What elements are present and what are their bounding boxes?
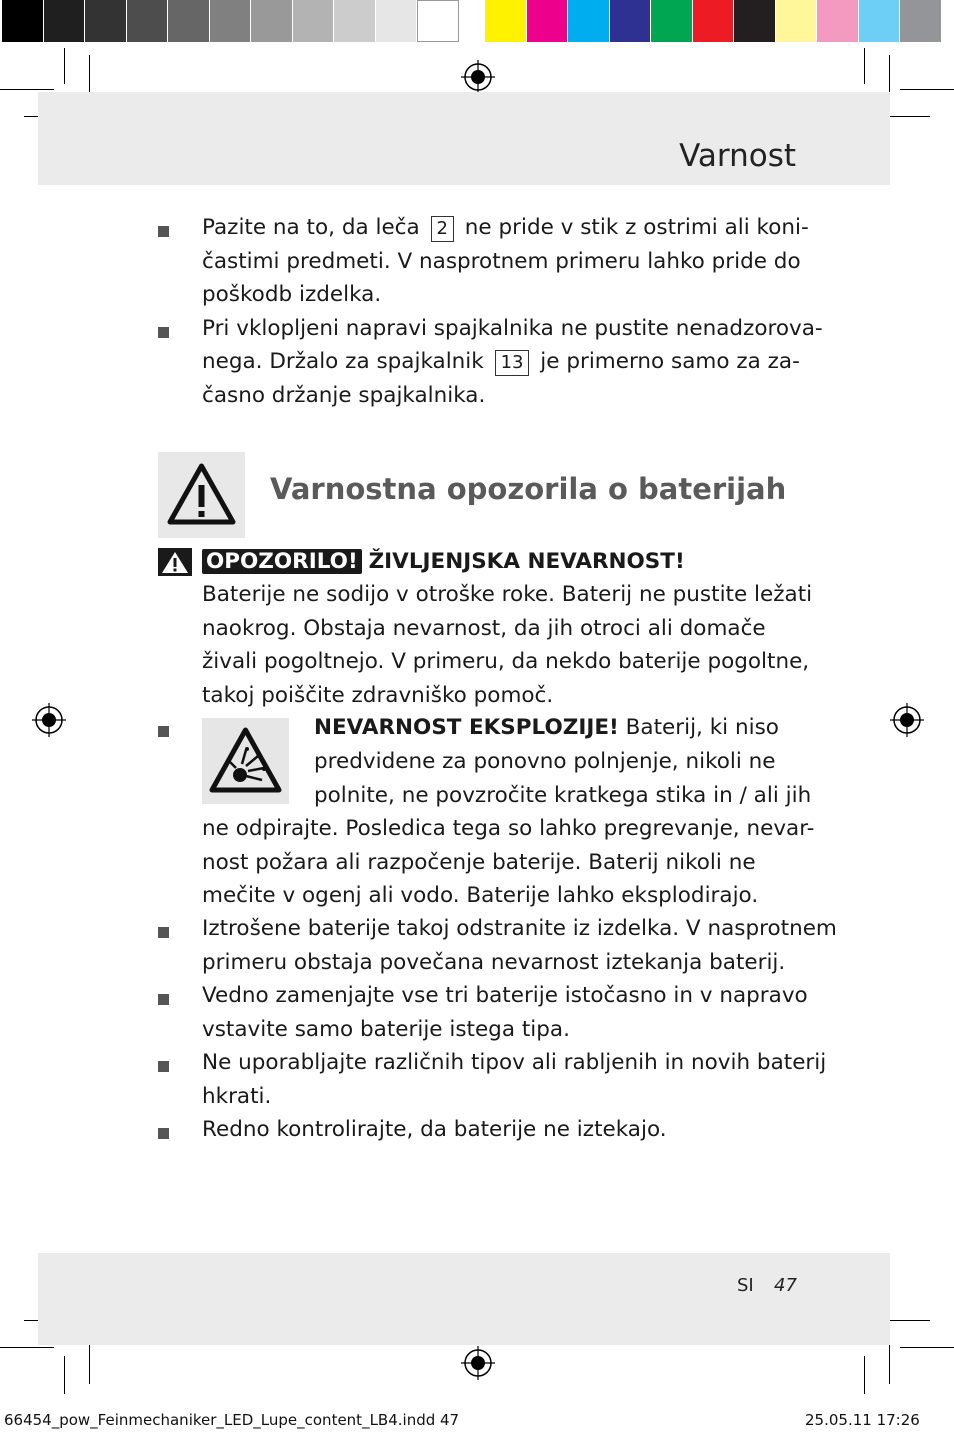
warning-triangle-icon [158, 452, 245, 538]
text-line: naokrog. Obstaja nevarnost, da jih otroci ali domače [202, 615, 766, 641]
gray-swatch [2, 0, 44, 42]
reference-number: 13 [495, 350, 530, 376]
crop-mark [884, 116, 930, 117]
crop-mark [64, 1356, 65, 1394]
crop-mark [64, 48, 65, 84]
color-swatch [817, 0, 859, 42]
text-span: je primerno samo za za- [533, 349, 800, 374]
text-span: Pazite na to, da leča [202, 215, 427, 240]
text-line: Baterije ne sodijo v otroške roke. Baterij ne pustite ležati [202, 582, 813, 607]
section-title: Varnostna opozorila o baterijah [270, 472, 787, 506]
gray-swatch [376, 0, 418, 42]
warning-tile [158, 452, 245, 538]
text-line: primeru obstaja povečana nevarnost iztekanja baterij. [202, 949, 786, 975]
text-line [202, 379, 485, 413]
crop-mark [900, 1347, 954, 1348]
warning-small-icon [158, 548, 192, 580]
list-bullet [158, 994, 169, 1005]
explosion-hazard-icon [202, 718, 289, 804]
text-line: polnite, ne povzročite kratkega stika in / ali jih [314, 782, 812, 808]
gray-swatch [251, 0, 293, 42]
text-line: Ne uporabljajte različnih tipov ali rabljenih in novih baterij [202, 1050, 827, 1075]
crop-mark [900, 89, 954, 90]
text-line: ne odpirajte. Posledica tega so lahko pregrevanje, nevar- [202, 816, 815, 841]
reference-number: 2 [431, 216, 454, 242]
color-swatch [900, 0, 942, 42]
crop-mark [884, 1320, 930, 1321]
gray-swatch [44, 0, 86, 42]
color-swatch [693, 0, 735, 42]
gray-swatch [334, 0, 376, 42]
list-bullet [158, 1128, 169, 1139]
registration-mark-icon [461, 1346, 495, 1380]
explosion-headline: NEVARNOST EKSPLOZIJE! [314, 715, 619, 740]
color-swatch [485, 0, 527, 42]
page-title: Varnost [679, 138, 796, 174]
text-line: hkrati. [202, 1083, 272, 1109]
gray-swatch [168, 0, 210, 42]
crop-mark [864, 1356, 865, 1394]
footer-band [38, 1253, 890, 1345]
color-swatch [651, 0, 693, 42]
text-line: Redno kontrolirajte, da baterije ne iztekajo. [202, 1117, 667, 1142]
gray-swatch [417, 0, 459, 42]
text-line: Iztrošene baterije takoj odstranite iz izdelka. V nasprotnem [202, 916, 837, 941]
text-line: nost požara ali razpočenje baterije. Baterij nikoli ne [202, 849, 756, 875]
page-number: 47 [774, 1275, 797, 1296]
warning-badge: OPOZORILO! [202, 549, 362, 574]
explosion-first-rest: Baterij, ki niso [618, 715, 779, 740]
gray-calibration-bar [2, 0, 459, 44]
color-swatch [610, 0, 652, 42]
color-swatch [859, 0, 901, 42]
text-line: Vedno zamenjajte vse tri baterije istočasno in v napravo [202, 983, 808, 1008]
text-line [202, 345, 800, 379]
text-span: častimi predmeti. V nasprotnem primeru lahko pride do [202, 248, 801, 274]
gray-swatch [85, 0, 127, 42]
registration-mark-icon [890, 703, 924, 737]
text-span: nega. Držalo za spajkalnik [202, 349, 491, 374]
text-span: Pri vklopljeni napravi spajkalnika ne pustite nenadzorova- [202, 315, 823, 341]
text-line [202, 211, 809, 245]
print-date: 25.05.11 17:26 [805, 1411, 920, 1429]
color-swatch [776, 0, 818, 42]
explosion-tile [202, 718, 289, 804]
text-line: živali pogoltnejo. V primeru, da nekdo baterije pogoltne, [202, 649, 810, 674]
list-bullet [158, 927, 169, 938]
list-bullet [158, 327, 169, 338]
gray-swatch [293, 0, 335, 42]
text-line: mečite v ogenj ali vodo. Baterije lahko eksplodirajo. [202, 883, 759, 908]
text-line: vstavite samo baterije istega tipa. [202, 1016, 570, 1042]
text-line [202, 245, 801, 279]
explosion-first-line [314, 711, 779, 745]
text-line [202, 312, 823, 346]
list-bullet [158, 226, 169, 237]
language-code: SI [737, 1275, 754, 1296]
warning-headline: ŽIVLJENJSKA NEVARNOST! [368, 549, 685, 574]
registration-mark-icon [461, 60, 495, 94]
text-line: predvidene za ponovno polnjenje, nikoli ne [314, 749, 776, 774]
text-line [202, 278, 381, 312]
text-span: časno držanje spajkalnika. [202, 382, 486, 408]
crop-mark [864, 48, 865, 84]
crop-mark [0, 89, 54, 90]
gray-swatch [210, 0, 252, 42]
crop-mark [0, 1347, 54, 1348]
color-swatch [568, 0, 610, 42]
list-bullet [158, 1061, 169, 1072]
text-span: poškodb izdelka. [202, 282, 382, 307]
text-span: ne pride v stik z ostrimi ali koni- [457, 215, 809, 240]
print-file-name: 66454_pow_Feinmechaniker_LED_Lupe_content_LB4.indd 47 [4, 1411, 460, 1429]
color-swatch [734, 0, 776, 42]
registration-mark-icon [32, 703, 66, 737]
color-swatch [527, 0, 569, 42]
color-calibration-bar [485, 0, 942, 44]
text-line: takoj poiščite zdravniško pomoč. [202, 682, 554, 708]
list-bullet [158, 726, 169, 737]
gray-swatch [127, 0, 169, 42]
warning-headline-line [202, 545, 685, 579]
